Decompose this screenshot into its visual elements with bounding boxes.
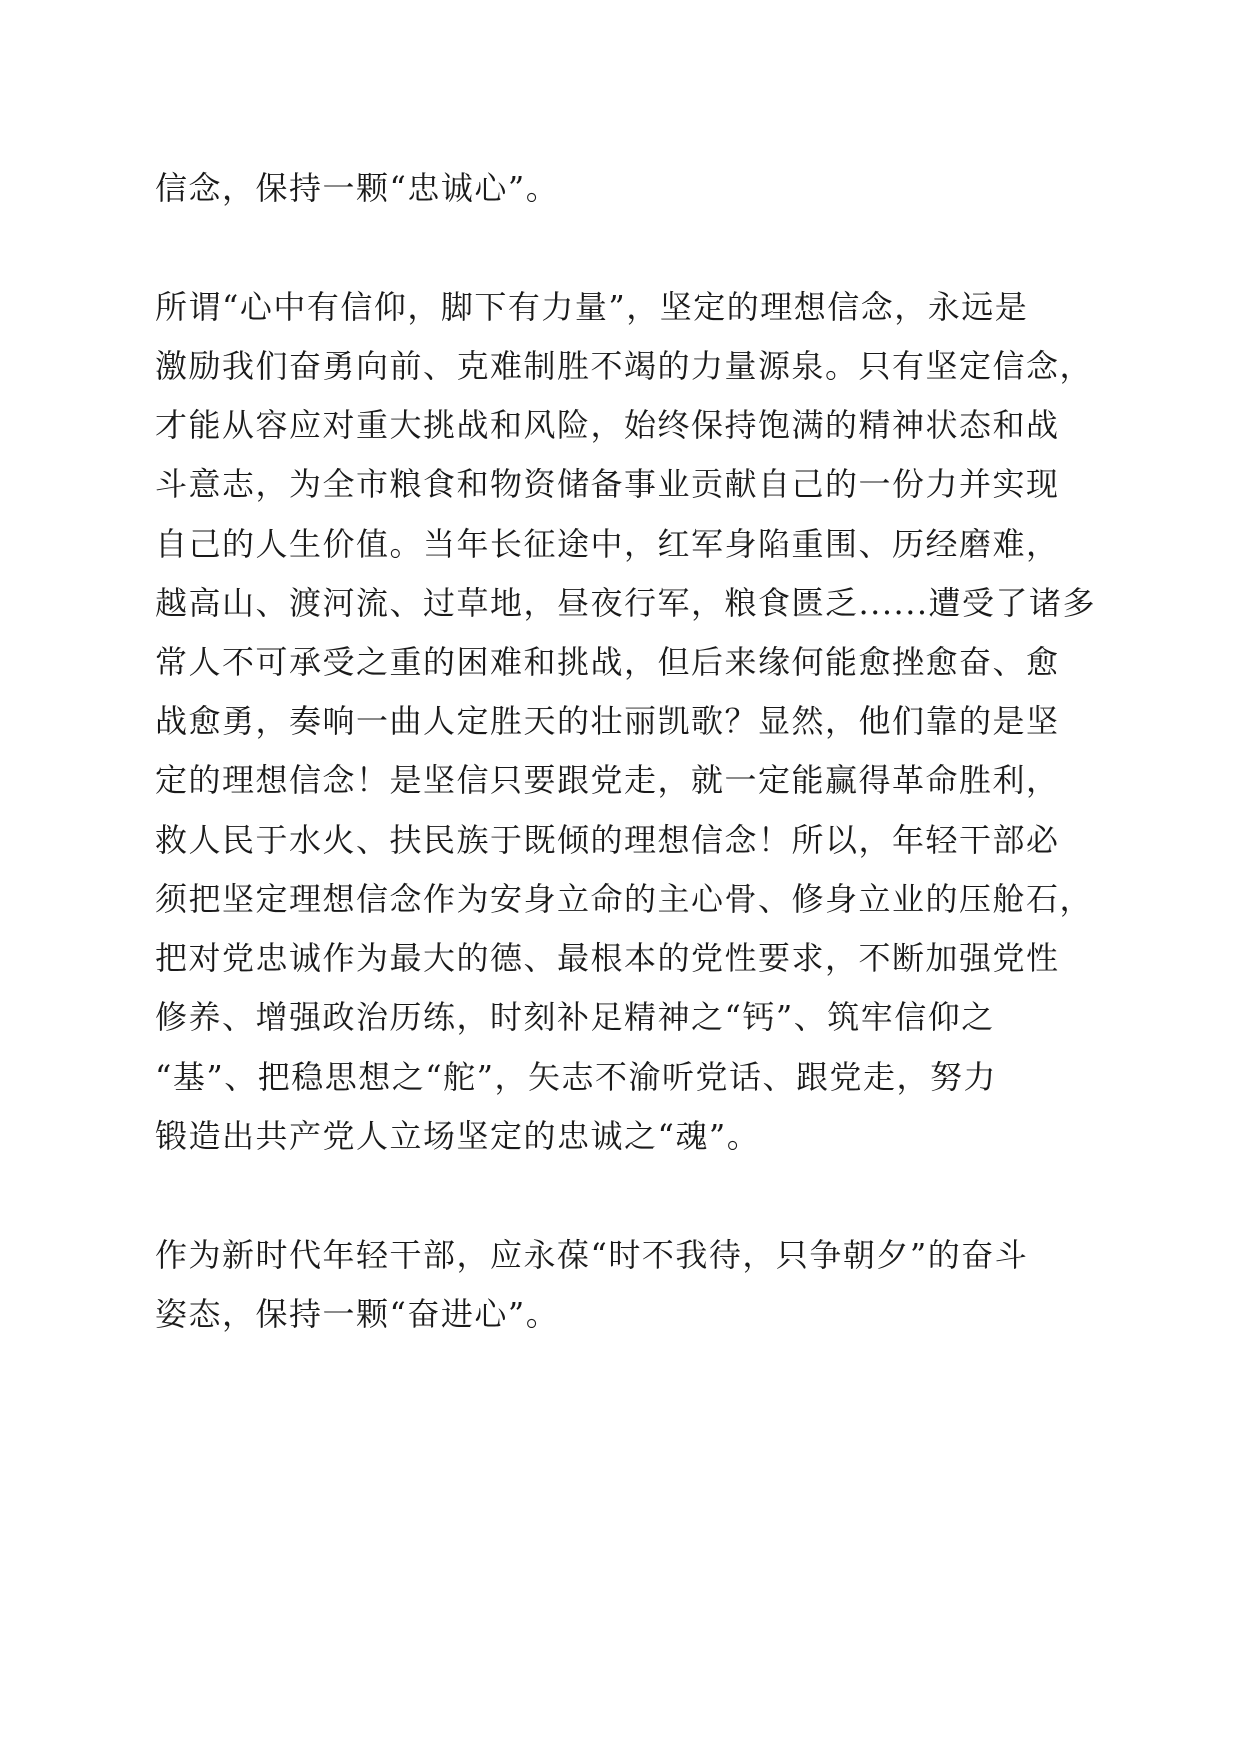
paragraph-2-line-8: 战愈勇，奏响一曲人定胜天的壮丽凯歌？显然，他们靠的是坚: [155, 702, 1060, 740]
paragraph-2-line-12: 把对党忠诚作为最大的德、最根本的党性要求，不断加强党性: [155, 939, 1060, 977]
paragraph-2-line-7: 常人不可承受之重的困难和挑战，但后来缘何能愈挫愈奋、愈: [155, 643, 1060, 681]
paragraph-2-line-4: 斗意志，为全市粮食和物资储备事业贡献自己的一份力并实现: [155, 465, 1060, 503]
paragraph-2-line-5: 自己的人生价值。当年长征途中，红军身陷重围、历经磨难，: [155, 525, 1060, 563]
paragraph-2-line-11: 须把坚定理想信念作为安身立命的主心骨、修身立业的压舱石，: [155, 880, 1094, 918]
paragraph-2-line-1: 所谓“心中有信仰，脚下有力量”，坚定的理想信念，永远是: [155, 288, 1029, 326]
paragraph-2-line-2: 激励我们奋勇向前、克难制胜不竭的力量源泉。只有坚定信念，: [155, 347, 1094, 385]
paragraph-2-line-14: “基”、把稳思想之“舵”，矢志不渝听党话、跟党走，努力: [155, 1058, 997, 1096]
paragraph-2-line-13: 修养、增强政治历练，时刻补足精神之“钙”、筑牢信仰之: [155, 998, 995, 1036]
paragraph-2-line-15: 锻造出共产党人立场坚定的忠诚之“魂”。: [155, 1117, 761, 1155]
paragraph-2-line-10: 救人民于水火、扶民族于既倾的理想信念！所以，年轻干部必: [155, 821, 1060, 859]
paragraph-2-line-9: 定的理想信念！是坚信只要跟党走，就一定能赢得革命胜利，: [155, 761, 1060, 799]
paragraph-2-line-6: 越高山、渡河流、过草地，昼夜行军，粮食匮乏......遭受了诸多: [155, 584, 1097, 622]
paragraph-3-line-2: 姿态，保持一颗“奋进心”。: [155, 1295, 560, 1333]
paragraph-1-line-1: 信念，保持一颗“忠诚心”。: [155, 169, 560, 207]
paragraph-3-line-1: 作为新时代年轻干部，应永葆“时不我待，只争朝夕”的奋斗: [155, 1236, 1029, 1274]
paragraph-2-line-3: 才能从容应对重大挑战和风险，始终保持饱满的精神状态和战: [155, 406, 1060, 444]
